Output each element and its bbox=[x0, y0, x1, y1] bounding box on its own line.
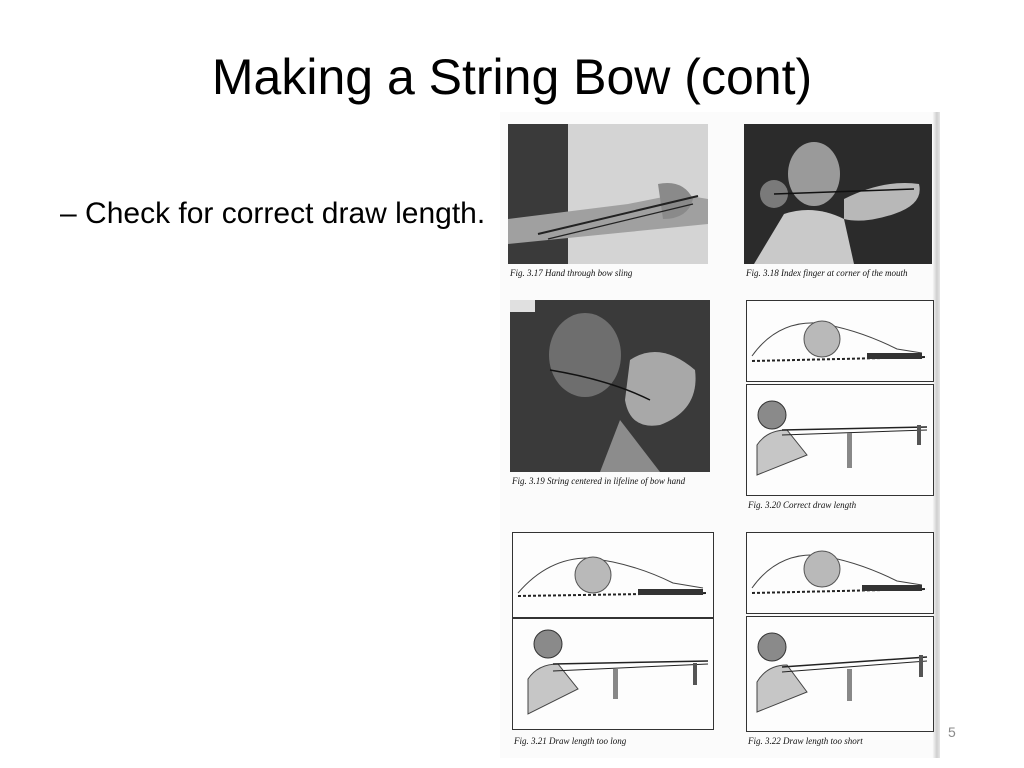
caption-fig-3-21: Fig. 3.21 Draw length too long bbox=[514, 736, 627, 746]
photo-fig-3-19 bbox=[510, 300, 710, 472]
photo-fig-3-17 bbox=[508, 124, 708, 264]
drawing-fig-3-21-top bbox=[512, 532, 714, 618]
drawing-fig-3-21-bottom bbox=[512, 618, 714, 730]
bullet-text: Check for correct draw length. bbox=[85, 197, 486, 230]
drawing-fig-3-20-bottom bbox=[746, 384, 934, 496]
drawing-fig-3-20-top bbox=[746, 300, 934, 382]
caption-fig-3-17: Fig. 3.17 Hand through bow sling bbox=[510, 268, 633, 278]
figure-scan-image bbox=[500, 112, 940, 758]
bullet-marker: – bbox=[60, 197, 77, 230]
bullet-item bbox=[60, 192, 504, 236]
drawing-fig-3-22-bottom bbox=[746, 616, 934, 732]
caption-fig-3-19: Fig. 3.19 String centered in lifeline of bow hand bbox=[512, 476, 686, 486]
drawing-fig-3-22-top bbox=[746, 532, 934, 614]
caption-fig-3-18: Fig. 3.18 Index finger at corner of the mouth bbox=[746, 268, 908, 278]
slide-title: Making a String Bow (cont) bbox=[211, 49, 813, 105]
caption-fig-3-20: Fig. 3.20 Correct draw length bbox=[748, 500, 857, 510]
slide-number: 5 bbox=[948, 724, 956, 740]
photo-fig-3-18 bbox=[744, 124, 932, 264]
caption-fig-3-22: Fig. 3.22 Draw length too short bbox=[748, 736, 863, 746]
